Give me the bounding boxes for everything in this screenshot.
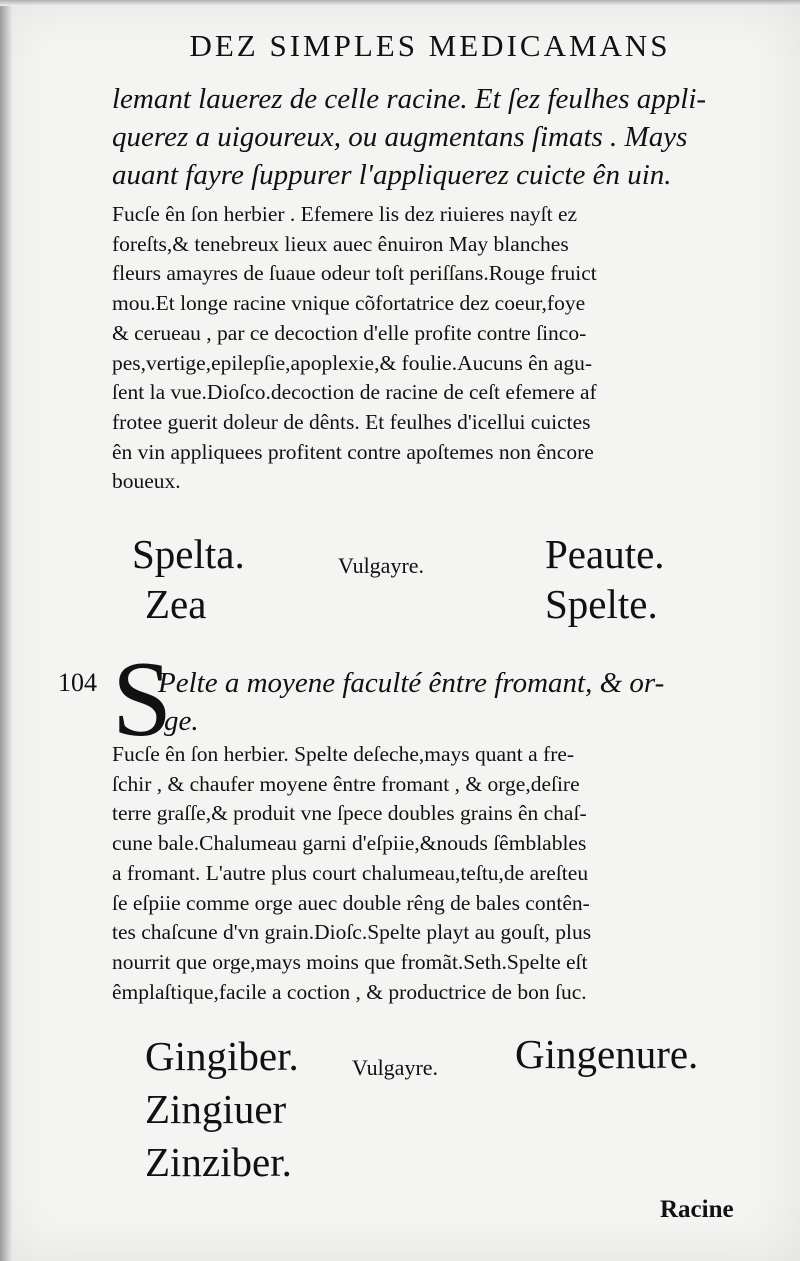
- text-line: Fucſe ên ſon herbier . Efemere lis dez riuieres nayſt ez: [112, 202, 578, 226]
- italic-line: auant fayre ſuppurer l'appliquerez cuicte ên uin.: [112, 159, 672, 191]
- italic-line: lemant lauerez de celle racine. Et ſez feulhes appli-: [112, 83, 707, 115]
- text-line: ſent la vue.Dioſco.decoction de racine de ceſt efemere af: [112, 380, 597, 405]
- running-head: DEZ SIMPLES MEDICAMANS: [189, 28, 671, 63]
- vulgar-label: Vulgayre.: [338, 553, 425, 578]
- text-line: boueux.: [112, 469, 181, 494]
- page-top-shadow: [0, 0, 800, 6]
- text-line: Fucſe ên ſon herbier. Spelte deſeche,mays quant a fre-: [112, 742, 575, 766]
- text-line: êmplaſtique,facile a coction , & productrice de bon ſuc.: [112, 979, 587, 1004]
- text-line: cune bale.Chalumeau garni d'eſpiie,&nouds ſêmblables: [112, 831, 587, 856]
- latin-name-zingiuer: Zingiuer: [145, 1086, 287, 1132]
- latin-name-zea: Zea: [145, 581, 207, 627]
- text-line: terre graſſe,& produit vne ſpece doubles grains ên chaſ-: [112, 801, 587, 826]
- text-line: nourrit que orge,mays moins que fromãt.Seth.Spelte eſt: [112, 949, 588, 974]
- latin-name-spelta: Spelta.: [132, 531, 245, 577]
- catchword: Racine: [660, 1196, 734, 1223]
- vulgar-label: Vulgayre.: [352, 1055, 439, 1080]
- paragraph-spelte: [112, 740, 762, 1007]
- italic-line: querez a uigoureux, ou augmentans ſimats . Mays: [112, 121, 688, 153]
- drop-capital: S: [112, 640, 173, 759]
- latin-name-gingiber: Gingiber.: [145, 1033, 299, 1079]
- text-line: ſchir , & chaufer moyene êntre fromant , & orge,deſire: [112, 771, 580, 796]
- page-edge-shadow: [0, 0, 12, 1261]
- text-line: a fromant. L'autre plus court chalumeau,teſtu,de areſteu: [112, 860, 589, 885]
- text-line: frotee guerit doleur de dênts. Et feulhes d'icellui cuictes: [112, 409, 591, 434]
- french-name-peaute: Peaute.: [545, 531, 665, 577]
- text-line: mou.Et longe racine vnique cõfortatrice dez coeur,foye: [112, 291, 586, 316]
- entry-italic-heading: [158, 664, 778, 740]
- latin-name-zinziber: Zinziber.: [145, 1139, 292, 1185]
- french-name-gingenure: Gingenure.: [515, 1031, 699, 1077]
- text-line: foreſts,& tenebreux lieux auec ênuiron May blanches: [112, 231, 569, 256]
- text-line: & cerueau , par ce decoction d'elle profite contre ſinco-: [112, 320, 587, 345]
- text-line: fleurs amayres de ſuaue odeur toſt periſſans.Rouge fruict: [112, 261, 597, 286]
- margin-entry-number: 104: [58, 668, 97, 697]
- italic-continuation: [112, 80, 772, 194]
- text-line: pes,vertige,epilepſie,apoplexie,& foulie.Aucuns ên agu-: [112, 350, 593, 375]
- french-name-spelte: Spelte.: [545, 581, 658, 627]
- text-line: tes chaſcune d'vn grain.Dioſc.Spelte playt au gouſt, plus: [112, 920, 592, 945]
- text-line: ſe eſpiie comme orge auec double rêng de bales contên-: [112, 890, 590, 915]
- italic-line: Pelte a moyene faculté êntre fromant, & or-: [158, 667, 665, 699]
- paragraph-efemere: [112, 200, 762, 497]
- italic-line: ge.: [164, 705, 199, 737]
- text-line: ên vin appliquees profitent contre apoſtemes non êncore: [112, 439, 594, 464]
